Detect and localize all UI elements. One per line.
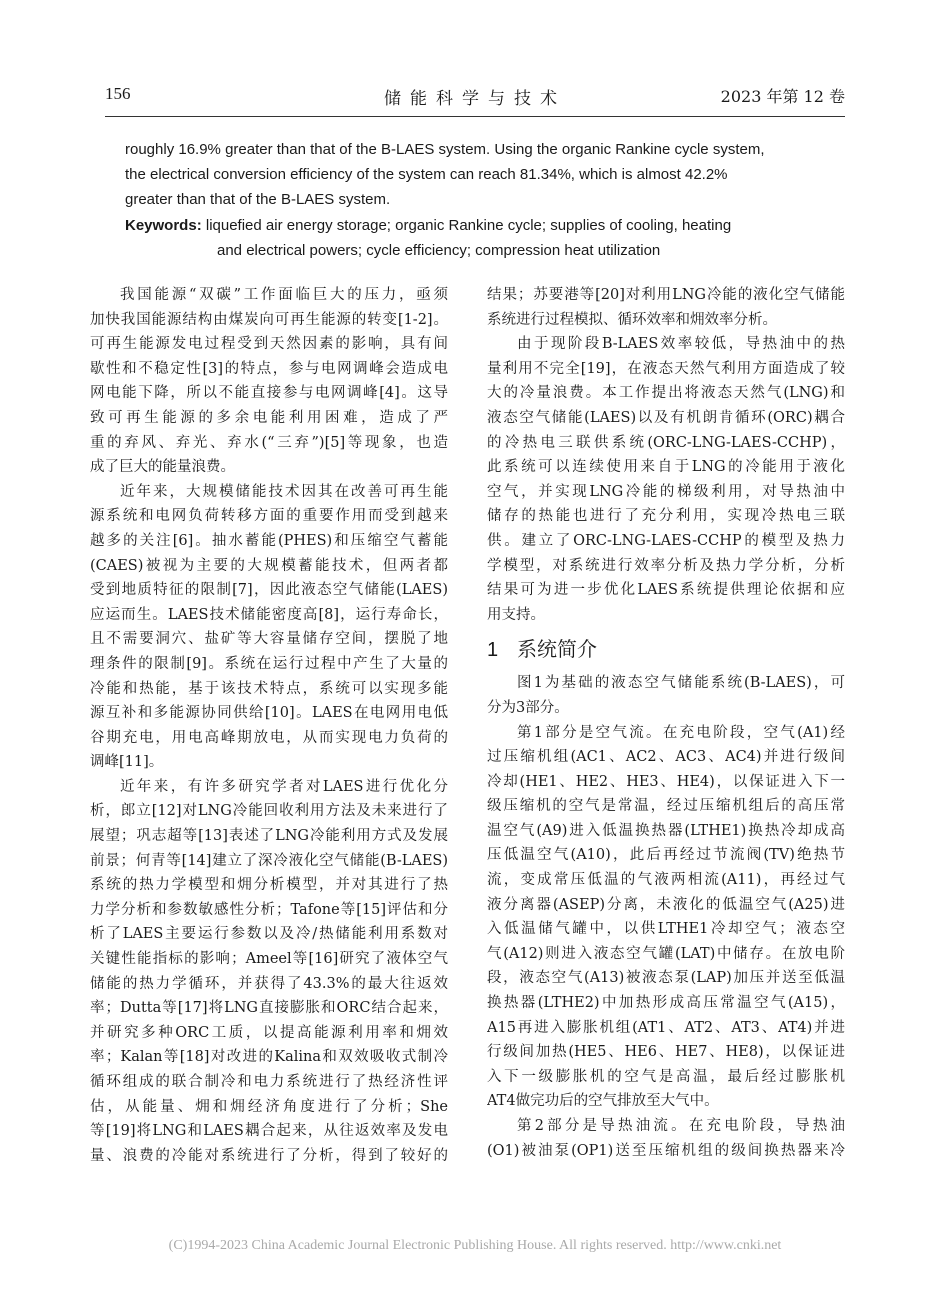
body-line: 第2部分是导热油流。在充电阶段，导热油 [517, 1118, 845, 1134]
body-line: 我国能源“双碳”工作面临巨大的压力，亟须 [120, 287, 448, 303]
body-line: 越多的关注[6]。抽水蓄能(PHES)和压缩空气蓄能 [90, 532, 448, 549]
body-line: 结果可为进一步优化LAES系统提供理论依据和应 [487, 582, 845, 599]
body-line: 入下一级膨胀机的空气是高温，最后经过膨胀机 [487, 1068, 845, 1085]
keywords-label: Keywords: [125, 217, 202, 234]
body-line: 换热器(LTHE2)中加热形成高压常温空气(A15)， [487, 995, 845, 1012]
body-line: 学模型，对系统进行效率分析及热力学分析，分析 [487, 557, 845, 574]
body-line: 储存的热能也进行了充分利用，实现冷热电三联 [487, 508, 845, 525]
body-line: 循环组成的联合制冷和电力系统进行了热经济性评 [90, 1074, 448, 1090]
body-line: 前景；何青等[14]建立了深冷液化空气储能(B-LAES) [90, 852, 448, 869]
right-column [487, 283, 845, 1163]
body-line: AT4做完功后的空气排放至大气中。 [487, 1093, 719, 1110]
body-line: 压低温空气(A10)，此后再经过节流阀(TV)绝热节 [487, 847, 845, 864]
body-line: 的冷热电三联供系统(ORC-LNG-LAES-CCHP)， [487, 434, 845, 451]
body-line: 系统进行过程模拟、循环效率和㶲效率分析。 [487, 311, 777, 328]
body-line: 展望；巩志超等[13]表述了LNG冷能利用方式及发展 [90, 828, 448, 845]
left-column [90, 283, 448, 1168]
body-line: 冷能和热能，基于该技术特点，系统可以实现多能 [90, 680, 448, 697]
header-rule [105, 116, 845, 117]
body-line: 歇性和不稳定性[3]的特点，参与电网调峰会造成电 [90, 360, 448, 377]
body-line: 析了LAES主要运行参数以及冷/热储能利用系数对 [90, 926, 448, 943]
body-line: 液分离器(ASEP)分离，未液化的低温空气(A25)进 [487, 896, 845, 913]
abstract-line: roughly 16.9% greater than that of the B-LAES system. Using the organic Rankine cycle system, [125, 141, 765, 158]
body-line: 重的弃风、弃光、弃水(“三弃”)[5]等现象，也造 [90, 434, 448, 451]
body-line: 大的冷量浪费。本工作提出将液态天然气(LNG)和 [487, 385, 845, 402]
body-line: 由于现阶段B-LAES效率较低，导热油中的热 [517, 336, 845, 353]
english-abstract [125, 137, 845, 212]
body-line: 储能的热力学循环，并获得了43.3%的最大往返效 [90, 975, 448, 992]
body-line: 冷却(HE1、HE2、HE3、HE4)，以保证进入下一 [487, 773, 845, 790]
body-line: 力学分析和参数敏感性分析；Tafone等[15]评估和分 [90, 901, 448, 918]
body-line: 入低温储气罐中，以供LTHE1冷却空气；液态空 [487, 921, 845, 938]
body-line: 结果；苏要港等[20]对利用LNG冷能的液化空气储能 [487, 287, 845, 303]
body-line: 并研究多种ORC工质，以提高能源利用率和㶲效 [90, 1024, 448, 1041]
abstract-line: the electrical conversion efficiency of the system can reach 81.34%, which is almost 42.2% [125, 166, 728, 183]
page-number: 156 [105, 84, 131, 103]
body-line: 加快我国能源结构由煤炭向可再生能源的转变[1-2]。 [90, 311, 448, 328]
body-line: 供。建立了ORC-LNG-LAES-CCHP的模型及热力 [487, 532, 845, 549]
body-line: 行级间加热(HE5、HE6、HE7、HE8)，以保证进 [487, 1044, 845, 1061]
page-header [105, 84, 845, 114]
body-line: 析，郎立[12]对LNG冷能回收利用方法及未来进行了 [90, 803, 448, 820]
body-line: 网电能下降，所以不能直接参与电网调峰[4]。这导 [90, 385, 448, 402]
body-line: 过压缩机组(AC1、AC2、AC3、AC4)并进行级间 [487, 749, 845, 766]
body-line: 源互补和多能源协同供给[10]。LAES在电网用电低 [90, 705, 448, 722]
body-line: 空气，并实现LNG冷能的梯级利用，对导热油中 [487, 483, 845, 500]
keywords-text: and electrical powers; cycle efficiency; compression heat utilization [217, 242, 661, 259]
body-line: 用支持。 [487, 606, 545, 623]
body-line: 流，变成常压低温的气液两相流(A11)，再经过气 [487, 872, 845, 889]
body-line: (CAES)被视为主要的大规模蓄能技术，但两者都 [90, 557, 448, 574]
body-line: 受到地质特征的限制[7]，因此液态空气储能(LAES) [90, 582, 448, 599]
copyright-footer: (C)1994-2023 China Academic Journal Electronic Publishing House. All rights reserved. http://www.cnki.net [168, 1238, 782, 1253]
body-line: 图1为基础的液态空气储能系统(B-LAES)，可 [517, 675, 845, 692]
section-number: 1 [487, 639, 499, 662]
body-line: 源系统和电网负荷转移方面的重要作用而受到越来 [90, 508, 448, 525]
body-line: 成了巨大的能量浪费。 [90, 459, 235, 476]
body-line: 估，从能量、㶲和㶲经济角度进行了分析；She [90, 1098, 448, 1115]
section-title: 系统简介 [517, 637, 597, 662]
body-line: (O1)被油泵(OP1)送至压缩机组的级间换热器来冷 [487, 1142, 845, 1159]
section-heading [487, 627, 845, 671]
keywords-block [125, 213, 845, 263]
body-line: 理条件的限制[9]。系统在运行过程中产生了大量的 [90, 655, 448, 672]
body-line: 量、浪费的冷能对系统进行了分析，得到了较好的 [90, 1147, 448, 1164]
body-line: 第1部分是空气流。在充电阶段，空气(A1)经 [517, 724, 845, 741]
abstract-line: greater than that of the B-LAES system. [125, 191, 391, 208]
body-line: A15再进入膨胀机组(AT1、AT2、AT3、AT4)并进 [487, 1019, 845, 1036]
body-line: 温空气(A9)进入低温换热器(LTHE1)换热冷却成高 [487, 822, 845, 839]
body-line: 调峰[11]。 [90, 754, 164, 771]
body-line: 液态空气储能(LAES)以及有机朗肯循环(ORC)耦合 [487, 409, 845, 426]
body-line: 等[19]将LNG和LAES耦合起来，从往返效率及发电 [90, 1123, 448, 1140]
body-line: 此系统可以连续使用来自于LNG的冷能用于液化 [487, 459, 845, 476]
journal-title: 储能科学与技术 [384, 89, 566, 109]
volume-label: 2023 年第 12 卷 [720, 87, 845, 106]
body-line: 气(A12)则进入液态空气罐(LAT)中储存。在放电阶 [487, 945, 845, 962]
body-line: 关键性能指标的影响；Ameel等[16]研究了液体空气 [90, 951, 448, 968]
body-line: 致可再生能源的多余电能利用困难，造成了严 [90, 409, 448, 426]
body-line: 级压缩机的空气是常温，经过压缩机组后的高压常 [487, 798, 845, 815]
body-line: 率；Kalan等[18]对改进的Kalina和双效吸收式制冷 [90, 1049, 448, 1066]
body-line: 近年来，大规模储能技术因其在改善可再生能 [120, 483, 448, 500]
body-line: 量利用不完全[19]，在液态天然气利用方面造成了较 [487, 360, 845, 377]
body-line: 近年来，有许多研究学者对LAES进行优化分 [120, 778, 448, 795]
body-line: 率；Dutta等[17]将LNG直接膨胀和ORC结合起来， [90, 1000, 448, 1017]
body-line: 可再生能源发电过程受到天然因素的影响，具有间 [90, 336, 448, 353]
body-line: 应运而生。LAES技术储能密度高[8]，运行寿命长， [90, 606, 448, 623]
body-line: 分为3部分。 [487, 699, 569, 716]
body-line: 系统的热力学模型和㶲分析模型，并对其进行了热 [90, 877, 448, 894]
keywords-text: liquefied air energy storage; organic Rankine cycle; supplies of cooling, heating [201, 217, 732, 234]
body-line: 谷期充电，用电高峰期放电，从而实现电力负荷的 [90, 729, 448, 746]
body-line: 且不需要洞穴、盐矿等大容量储存空间，摆脱了地 [90, 631, 448, 648]
body-line: 段，液态空气(A13)被液态泵(LAP)加压并送至低温 [487, 970, 845, 987]
